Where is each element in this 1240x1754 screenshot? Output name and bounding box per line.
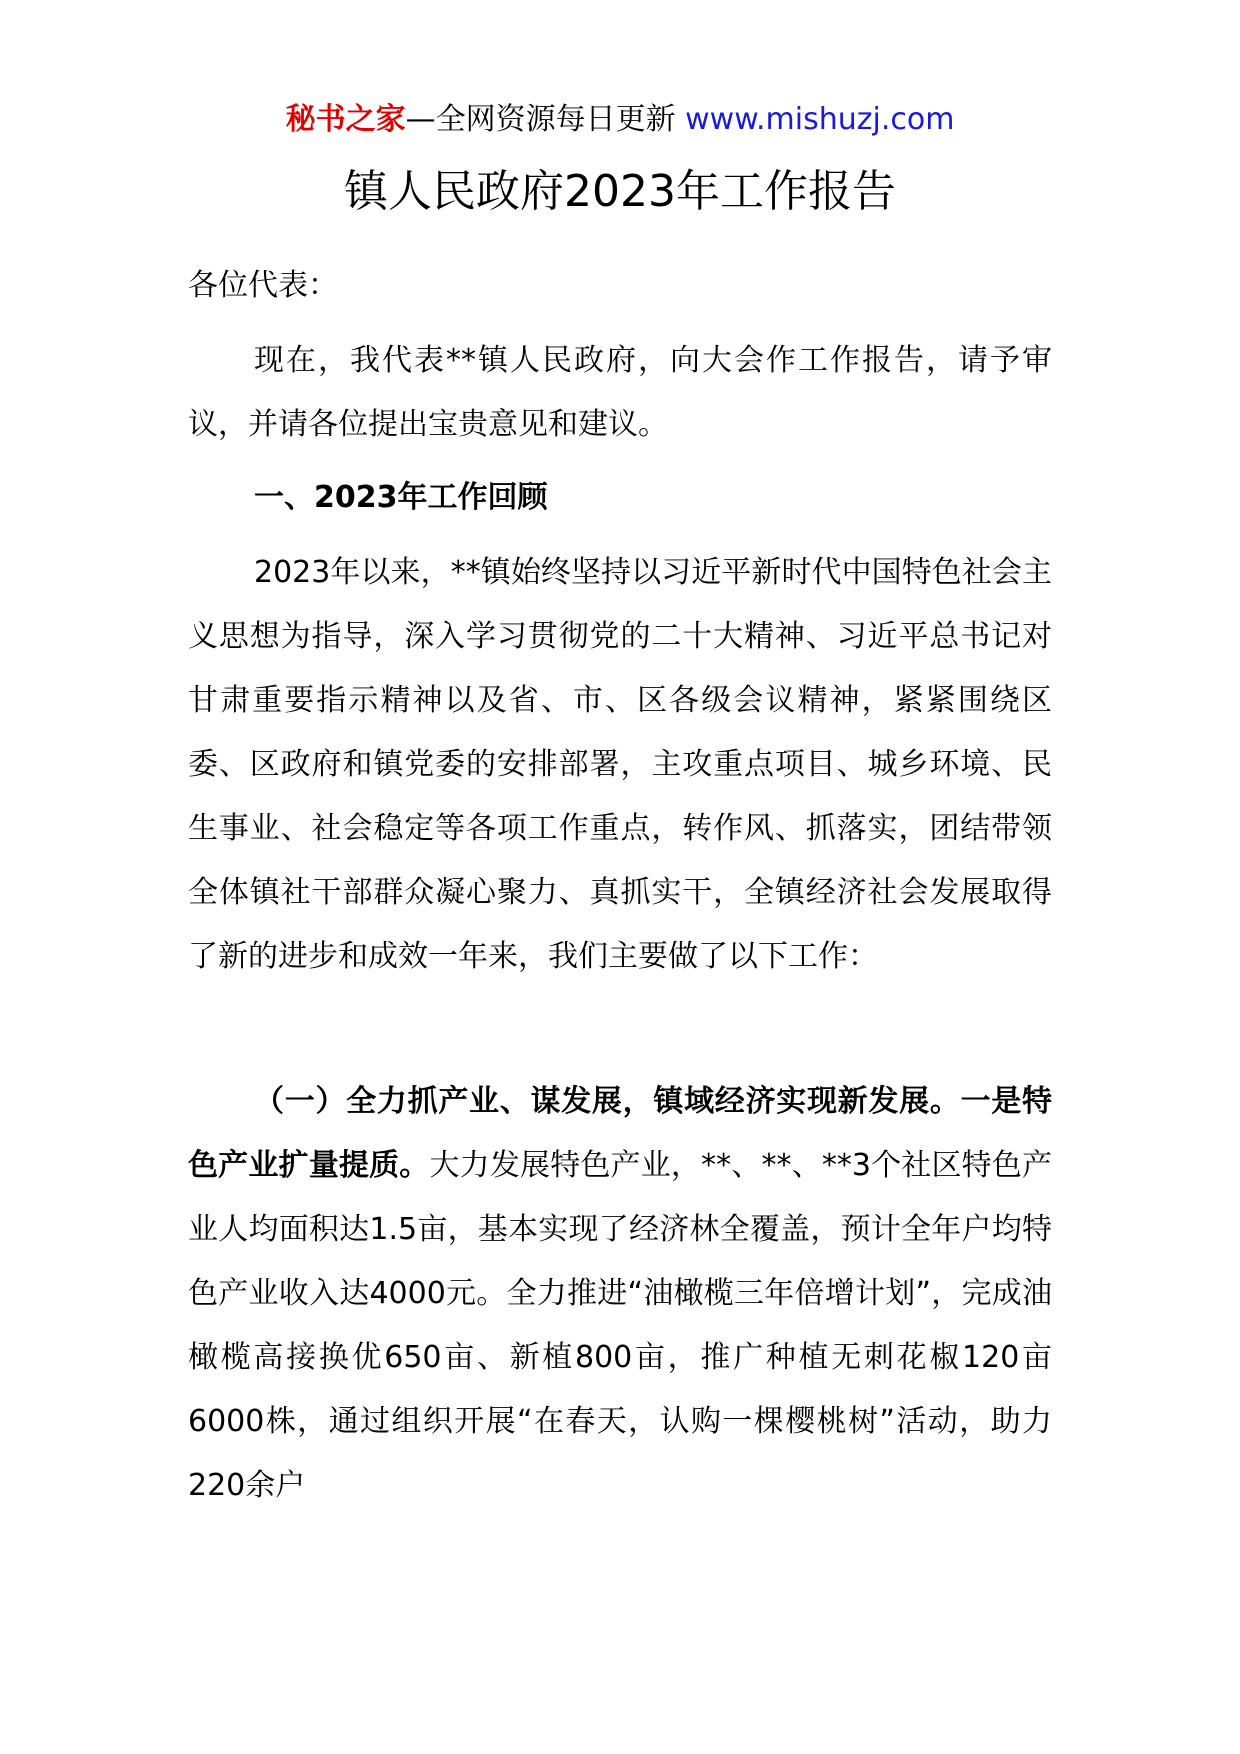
section-heading: 一、2023年工作回顾 xyxy=(254,480,548,515)
subsection-heading: （一）全力抓产业、谋发展，镇域经济实现新发展。 xyxy=(254,1084,961,1119)
salutation: 各位代表： xyxy=(188,268,338,303)
brand-name: 秘书之家 xyxy=(285,102,406,137)
subsection-paragraph xyxy=(188,1070,1052,1518)
point-heading: 一是特色产业扩量提质。 xyxy=(188,1084,1053,1183)
site-header xyxy=(0,100,1240,140)
header-tagline: —全网资源每日更新 xyxy=(405,102,686,137)
website-link[interactable]: www.mishuzj.com xyxy=(685,102,955,137)
section-paragraph: 2023年以来，**镇始终坚持以习近平新时代中国特色社会主义思想为指导，深入学习贯彻党的二十大精神、习近平总书记对甘肃重要指示精神以及省、市、区各级会议精神，紧紧围绕区委、区政府和镇党委的安排部署，主攻重点项目、城乡环境、民生事业、社会稳定等各项工作重点，转作风、抓落实，团结带领全体镇社干部群众凝心聚力、真抓实干，全镇经济社会发展取得了新的进步和成效一年来，我们主要做了以下工作： xyxy=(188,555,1052,974)
point-text: 大力发展特色产业，**、**、**3个社区特色产业人均面积达1.5亩，基本实现了经济林全覆盖，预计全年户均特色产业收入达4000元。全力推进“油橄榄三年倍增计划”，完成油橄榄高接换优650亩、新植800亩，推广种植无刺花椒120亩6000株，通过组织开展“在春天，认购一棵樱桃树”活动，助力220余户 xyxy=(188,1148,1053,1503)
intro-paragraph: 现在，我代表**镇人民政府，向大会作工作报告，请予审议，并请各位提出宝贵意见和建议。 xyxy=(188,343,1052,442)
document-title: 镇人民政府2023年工作报告 xyxy=(344,166,896,217)
